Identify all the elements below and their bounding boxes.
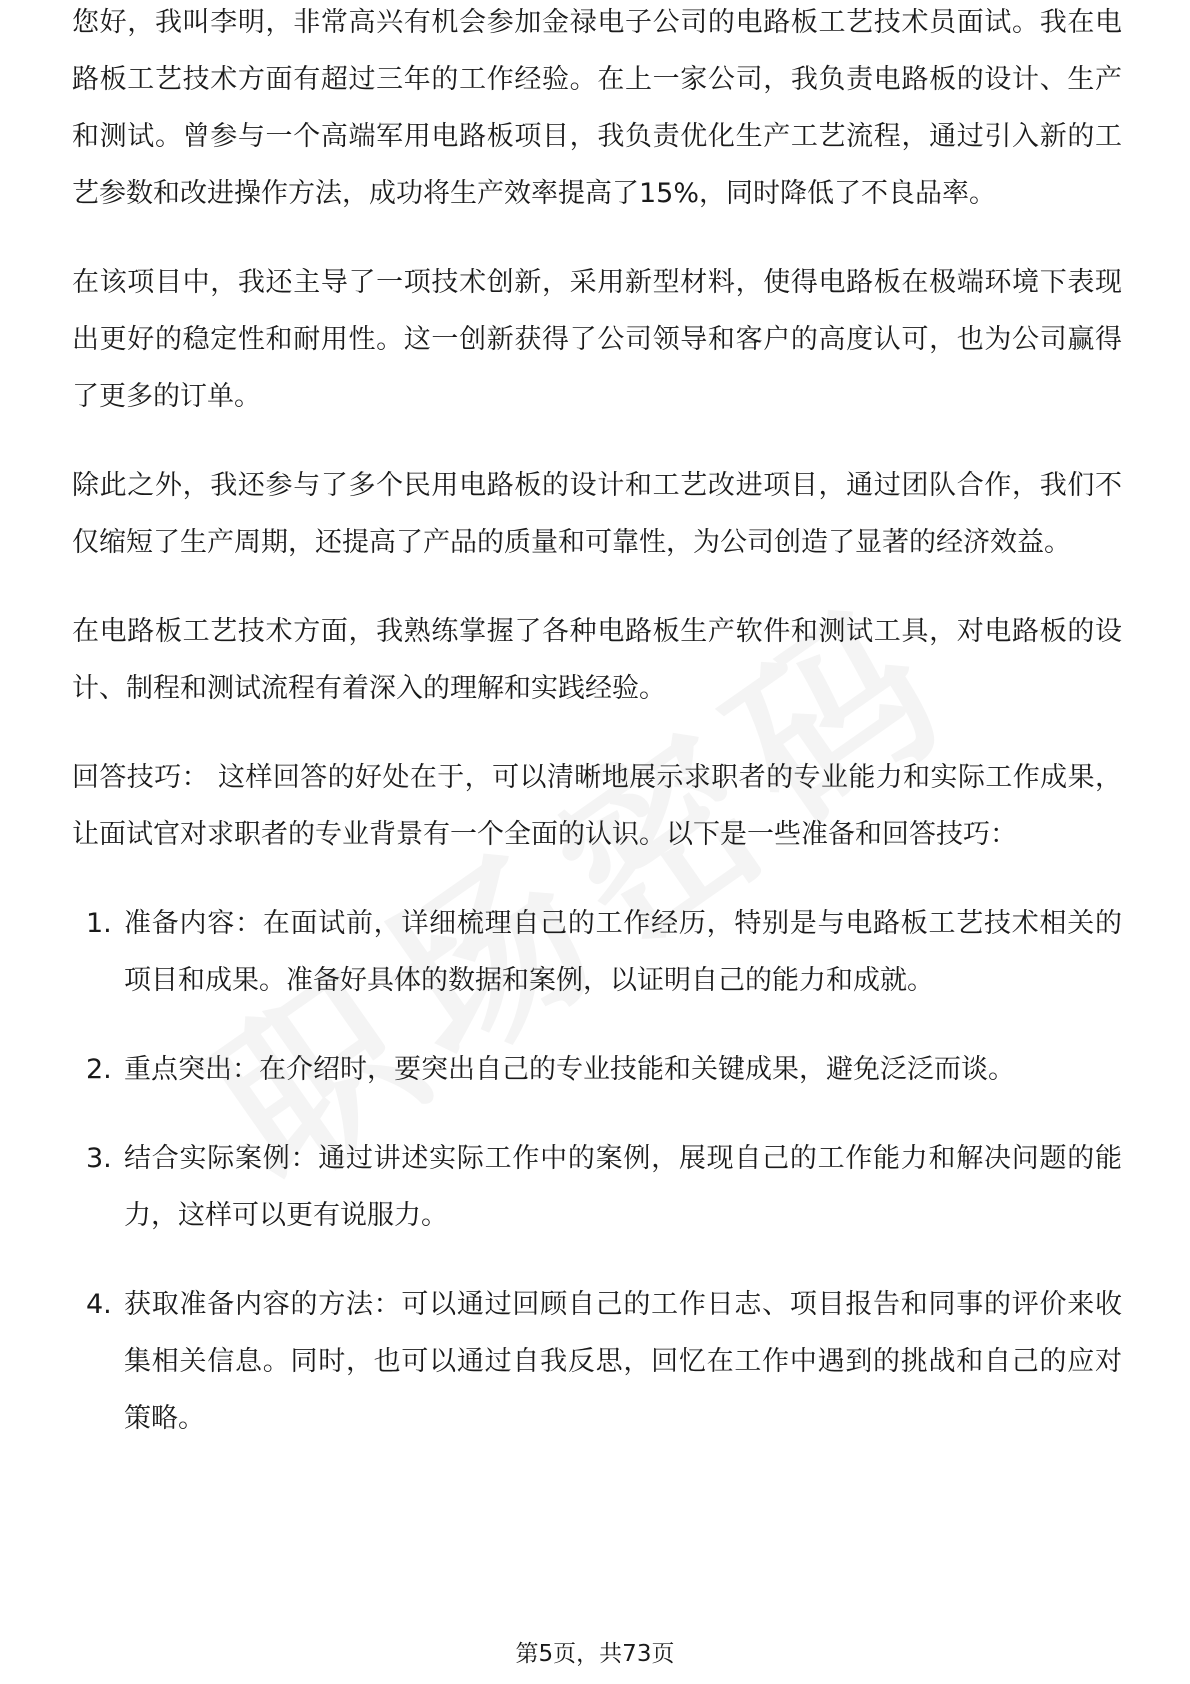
page-content bbox=[72, 7, 1122, 1479]
paragraph-answer-tips: 回答技巧： 这样回答的好处在于，可以清晰地展示求职者的专业能力和实际工作成果，让面试官对求职者的专业背景有一个全面的认识。以下是一些准备和回答技巧： bbox=[72, 762, 1122, 850]
list-item bbox=[72, 895, 1122, 1009]
list-item-text: 结合实际案例：通过讲述实际工作中的案例，展现自己的工作能力和解决问题的能力，这样可以更有说服力。 bbox=[124, 1143, 1122, 1231]
paragraph-skills: 在电路板工艺技术方面，我熟练掌握了各种电路板生产软件和测试工具，对电路板的设计、制程和测试流程有着深入的理解和实践经验。 bbox=[72, 616, 1122, 704]
list-item bbox=[72, 1041, 1122, 1098]
tips-list bbox=[72, 895, 1122, 1447]
page-footer: 第5页，共73页 bbox=[515, 1641, 675, 1667]
paragraph-innovation: 在该项目中，我还主导了一项技术创新，采用新型材料，使得电路板在极端环境下表现出更好的稳定性和耐用性。这一创新获得了公司领导和客户的高度认可，也为公司赢得了更多的订单。 bbox=[72, 267, 1122, 412]
paragraph-civil-projects: 除此之外，我还参与了多个民用电路板的设计和工艺改进项目，通过团队合作，我们不仅缩短了生产周期，还提高了产品的质量和可靠性，为公司创造了显著的经济效益。 bbox=[72, 470, 1122, 558]
list-item-text: 获取准备内容的方法：可以通过回顾自己的工作日志、项目报告和同事的评价来收集相关信息。同时，也可以通过自我反思，回忆在工作中遇到的挑战和自己的应对策略。 bbox=[124, 1289, 1122, 1434]
list-item bbox=[72, 1276, 1122, 1447]
list-item-text: 重点突出：在介绍时，要突出自己的专业技能和关键成果，避免泛泛而谈。 bbox=[124, 1054, 1015, 1085]
list-item bbox=[72, 1130, 1122, 1244]
list-item-text: 准备内容：在面试前，详细梳理自己的工作经历，特别是与电路板工艺技术相关的项目和成果。准备好具体的数据和案例，以证明自己的能力和成就。 bbox=[124, 908, 1122, 996]
list-item-number: 1. bbox=[86, 908, 112, 939]
paragraph-intro: 您好，我叫李明，非常高兴有机会参加金禄电子公司的电路板工艺技术员面试。我在电路板工艺技术方面有超过三年的工作经验。在上一家公司，我负责电路板的设计、生产和测试。曾参与一个高端军用电路板项目，我负责优化生产工艺流程，通过引入新的工艺参数和改进操作方法，成功将生产效率提高了15%，同时降低了不良品率。 bbox=[72, 7, 1122, 209]
list-item-number: 3. bbox=[86, 1143, 112, 1174]
list-item-number: 2. bbox=[86, 1054, 112, 1085]
list-item-number: 4. bbox=[86, 1289, 112, 1320]
